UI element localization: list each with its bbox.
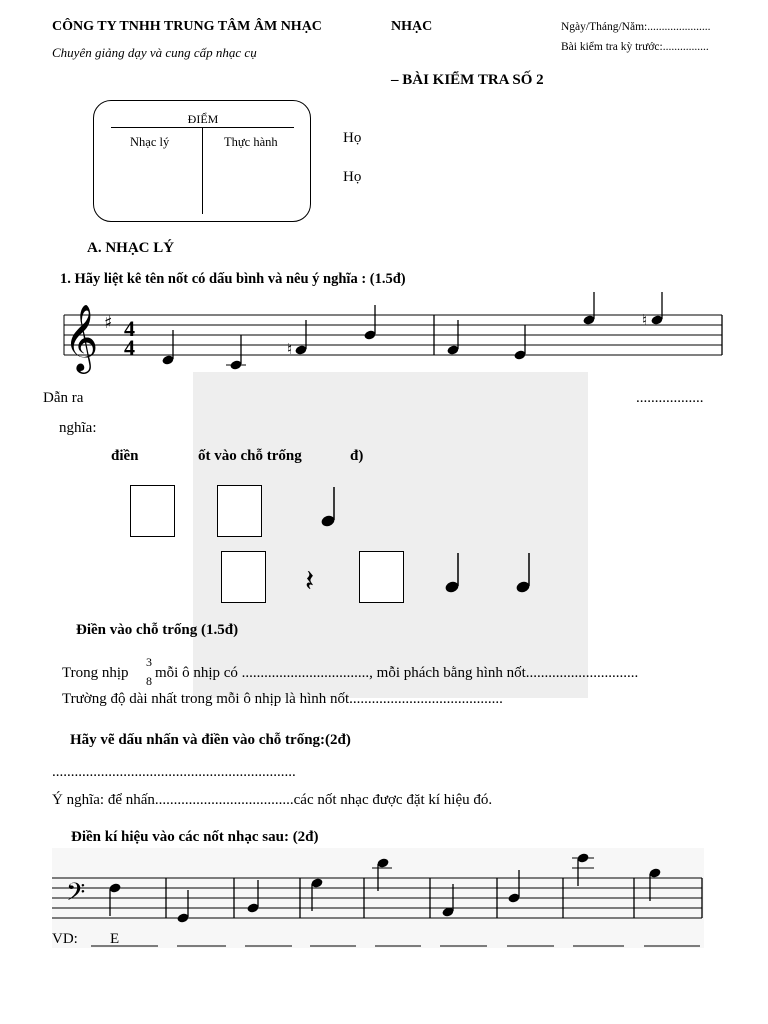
quarter-rest-icon: 𝄽 bbox=[305, 564, 315, 599]
time-sig-3-top: 3 bbox=[146, 655, 152, 669]
score-theory-label: Nhạc lý bbox=[130, 135, 170, 149]
subject-title: NHẠC bbox=[391, 19, 433, 34]
natural-icon: ♮ bbox=[642, 311, 648, 329]
question-4: Hãy vẽ dấu nhấn và điền vào chỗ trống:(2đ) bbox=[70, 732, 351, 748]
question-2-part-1: điền bbox=[111, 448, 139, 464]
student-name-label-1: Họ bbox=[343, 130, 362, 146]
q4-answer-line[interactable]: ................................................................. bbox=[52, 764, 296, 780]
score-practice-label: Thực hành bbox=[224, 135, 278, 149]
company-name: CÔNG TY TNHH TRUNG TÂM ÂM NHẠC bbox=[52, 19, 322, 34]
sharp-icon: ♯ bbox=[104, 313, 113, 333]
time-sig-bottom: 4 bbox=[124, 335, 135, 360]
bass-clef-icon: 𝄢 bbox=[66, 878, 86, 913]
date-field: Ngày/Tháng/Năm:...................... bbox=[561, 21, 711, 33]
natural-icon: ♮ bbox=[287, 340, 293, 358]
question-2-part-3: đ) bbox=[350, 448, 364, 464]
question-1: 1. Hãy liệt kê tên nốt có dấu bình và nêu ý nghĩa : (1.5đ) bbox=[60, 271, 406, 287]
q3-line1-rest[interactable]: mỗi ô nhịp có .................................., mỗi phách bằng hình nốt.............................. bbox=[155, 665, 639, 681]
previous-test-field: Bài kiểm tra kỳ trước:................ bbox=[561, 41, 709, 53]
student-name-label-2: Họ bbox=[343, 169, 362, 185]
dan-ra-label: Dẫn ra bbox=[43, 390, 84, 406]
section-a-title: A. NHẠC LÝ bbox=[87, 240, 175, 256]
q3-line1-start: Trong nhịp bbox=[62, 665, 129, 681]
vd-label: VD: bbox=[52, 931, 78, 947]
company-tagline: Chuyên giảng dạy và cung cấp nhạc cụ bbox=[52, 45, 257, 60]
time-sig-3-bottom: 8 bbox=[146, 674, 152, 688]
exam-title: – BÀI KIỂM TRA SỐ 2 bbox=[391, 72, 544, 88]
dan-ra-answer-line[interactable]: .................. bbox=[636, 390, 704, 406]
question-2-part-2: ốt vào chỗ trống bbox=[198, 448, 302, 464]
score-title: ĐIỂM bbox=[187, 112, 219, 126]
question-3: Điền vào chỗ trống (1.5đ) bbox=[76, 622, 239, 638]
time-sig-top: 4 bbox=[124, 316, 135, 341]
q3-line2[interactable]: Trường độ dài nhất trong mỗi ô nhịp là hình nốt......................................... bbox=[62, 691, 503, 707]
vd-answer[interactable]: E bbox=[110, 931, 120, 947]
treble-clef-icon: 𝄞 bbox=[64, 303, 99, 371]
question-5: Điền kí hiệu vào các nốt nhạc sau: (2đ) bbox=[71, 829, 319, 845]
q4-meaning[interactable]: Ý nghĩa: để nhấn.....................................các nốt nhạc được đặt kí hiệu đó. bbox=[52, 792, 493, 808]
nghia-label: nghĩa: bbox=[59, 420, 97, 436]
